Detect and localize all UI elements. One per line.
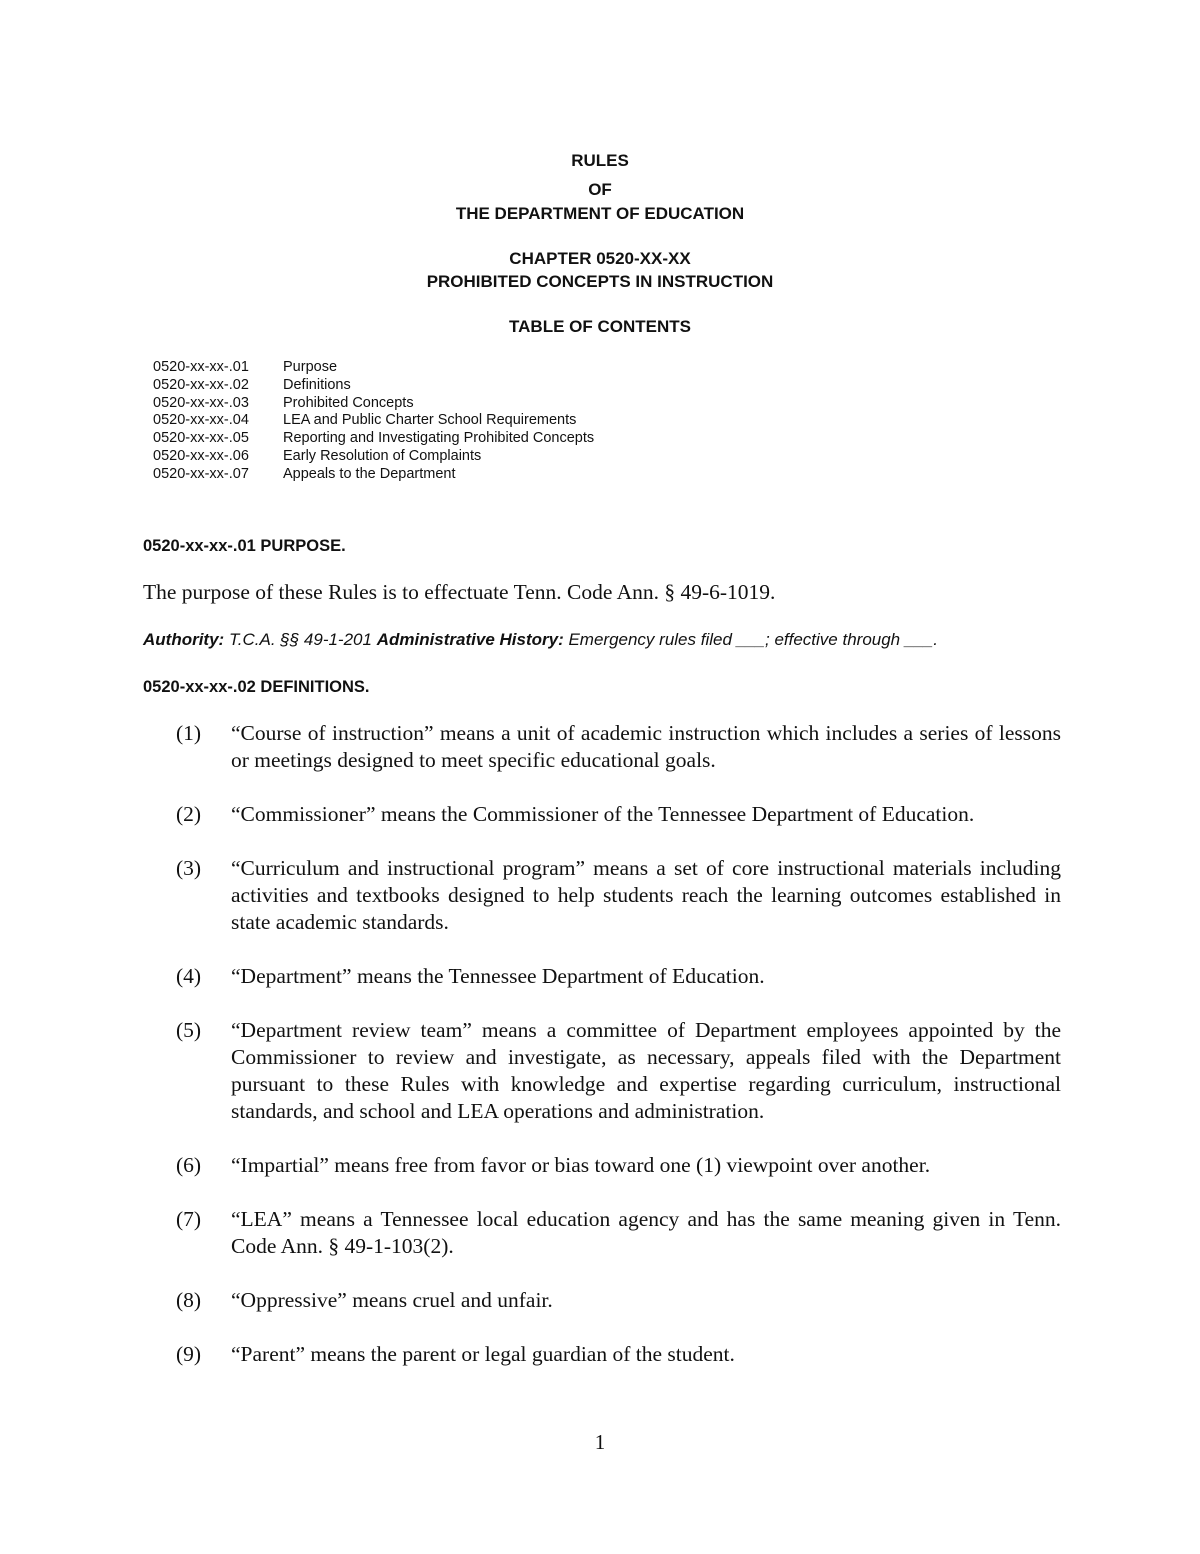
- toc-entry: [153, 395, 594, 413]
- toc-label: LEA and Public Charter School Requirements: [283, 412, 577, 429]
- definition-text: “LEA” means a Tennessee local education agency and has the same meaning given in Tenn. Code Ann. § 49-1-103(2).: [231, 1207, 1061, 1258]
- history-label: Administrative History:: [376, 630, 564, 649]
- definition-item: [176, 1341, 1061, 1368]
- definition-text: “Commissioner” means the Commissioner of the Tennessee Department of Education.: [231, 802, 975, 826]
- toc-title: TABLE OF CONTENTS: [509, 317, 691, 336]
- chapter-title: PROHIBITED CONCEPTS IN INSTRUCTION: [426, 272, 774, 291]
- purpose-heading: 0520-xx-xx-.01 PURPOSE.: [143, 537, 346, 555]
- definition-item: [176, 855, 1061, 936]
- definitions-list: [176, 720, 1061, 1395]
- title-rules: RULES: [571, 151, 629, 170]
- title-department: THE DEPARTMENT OF EDUCATION: [455, 204, 745, 223]
- toc-label: Early Resolution of Complaints: [283, 447, 482, 464]
- definition-text: “Course of instruction” means a unit of academic instruction which includes a series of lessons or meetings designed to meet specific educational goals.: [231, 721, 1061, 772]
- toc-entry: [153, 466, 594, 484]
- definition-number: (8): [176, 1288, 202, 1312]
- definition-text: “Curriculum and instructional program” means a set of core instructional materials including activities and textbooks designed to help students reach the learning outcomes established in state academic standards.: [231, 856, 1061, 934]
- toc-label: Reporting and Investigating Prohibited Concepts: [283, 430, 595, 447]
- definition-number: (5): [176, 1018, 202, 1042]
- definition-text: “Parent” means the parent or legal guardian of the student.: [231, 1342, 735, 1366]
- toc-label: Purpose: [283, 359, 338, 375]
- definition-text: “Impartial” means free from favor or bias toward one (1) viewpoint over another.: [231, 1153, 931, 1177]
- purpose-text: The purpose of these Rules is to effectuate Tenn. Code Ann. § 49-6-1019.: [143, 580, 776, 604]
- definition-text: “Department review team” means a committee of Department employees appointed by the Commissioner to review and investigate, as necessary, appeals filed with the Department pursuant to these Rules with knowledge and expertise regarding curriculum, instructional standards, and school and LEA operations and administration.: [231, 1018, 1061, 1123]
- toc-label: Prohibited Concepts: [283, 394, 414, 411]
- definitions-heading: 0520-xx-xx-.02 DEFINITIONS.: [143, 678, 370, 696]
- definition-number: (7): [176, 1207, 202, 1231]
- toc-entry: [153, 430, 594, 448]
- toc-number: 0520-xx-xx-.01: [153, 359, 249, 375]
- definition-item: [176, 1152, 1061, 1179]
- page-number: 1: [594, 1430, 606, 1454]
- definition-item: [176, 963, 1061, 990]
- chapter-number: CHAPTER 0520-XX-XX: [509, 249, 691, 268]
- toc-label: Appeals to the Department: [283, 465, 456, 482]
- definition-number: (3): [176, 856, 202, 880]
- toc-number: 0520-xx-xx-.04: [153, 412, 249, 429]
- table-of-contents: [153, 359, 594, 484]
- toc-entry: [153, 359, 594, 377]
- toc-number: 0520-xx-xx-.07: [153, 465, 249, 482]
- definition-item: [176, 1206, 1061, 1260]
- definition-item: [176, 1287, 1061, 1314]
- definition-number: (4): [176, 964, 202, 988]
- toc-entry: [153, 377, 594, 395]
- definition-text: “Department” means the Tennessee Department of Education.: [231, 964, 765, 988]
- definition-number: (9): [176, 1342, 202, 1366]
- toc-entry: [153, 412, 594, 430]
- authority-line: [143, 630, 938, 650]
- toc-entry: [153, 448, 594, 466]
- toc-number: 0520-xx-xx-.06: [153, 447, 249, 464]
- toc-number: 0520-xx-xx-.03: [153, 394, 249, 411]
- toc-number: 0520-xx-xx-.02: [153, 376, 249, 393]
- definition-item: [176, 801, 1061, 828]
- toc-number: 0520-xx-xx-.05: [153, 430, 249, 447]
- definition-number: (6): [176, 1153, 202, 1177]
- definition-number: (2): [176, 802, 202, 826]
- authority-label: Authority:: [143, 630, 225, 649]
- definition-item: [176, 1017, 1061, 1125]
- definition-text: “Oppressive” means cruel and unfair.: [231, 1288, 553, 1312]
- definition-item: [176, 720, 1061, 774]
- toc-label: Definitions: [283, 376, 351, 393]
- title-of: OF: [588, 180, 612, 199]
- authority-text: T.C.A. §§ 49-1-201: [224, 630, 377, 649]
- definition-number: (1): [176, 721, 202, 745]
- history-text: Emergency rules filed ___; effective through ___.: [563, 630, 938, 649]
